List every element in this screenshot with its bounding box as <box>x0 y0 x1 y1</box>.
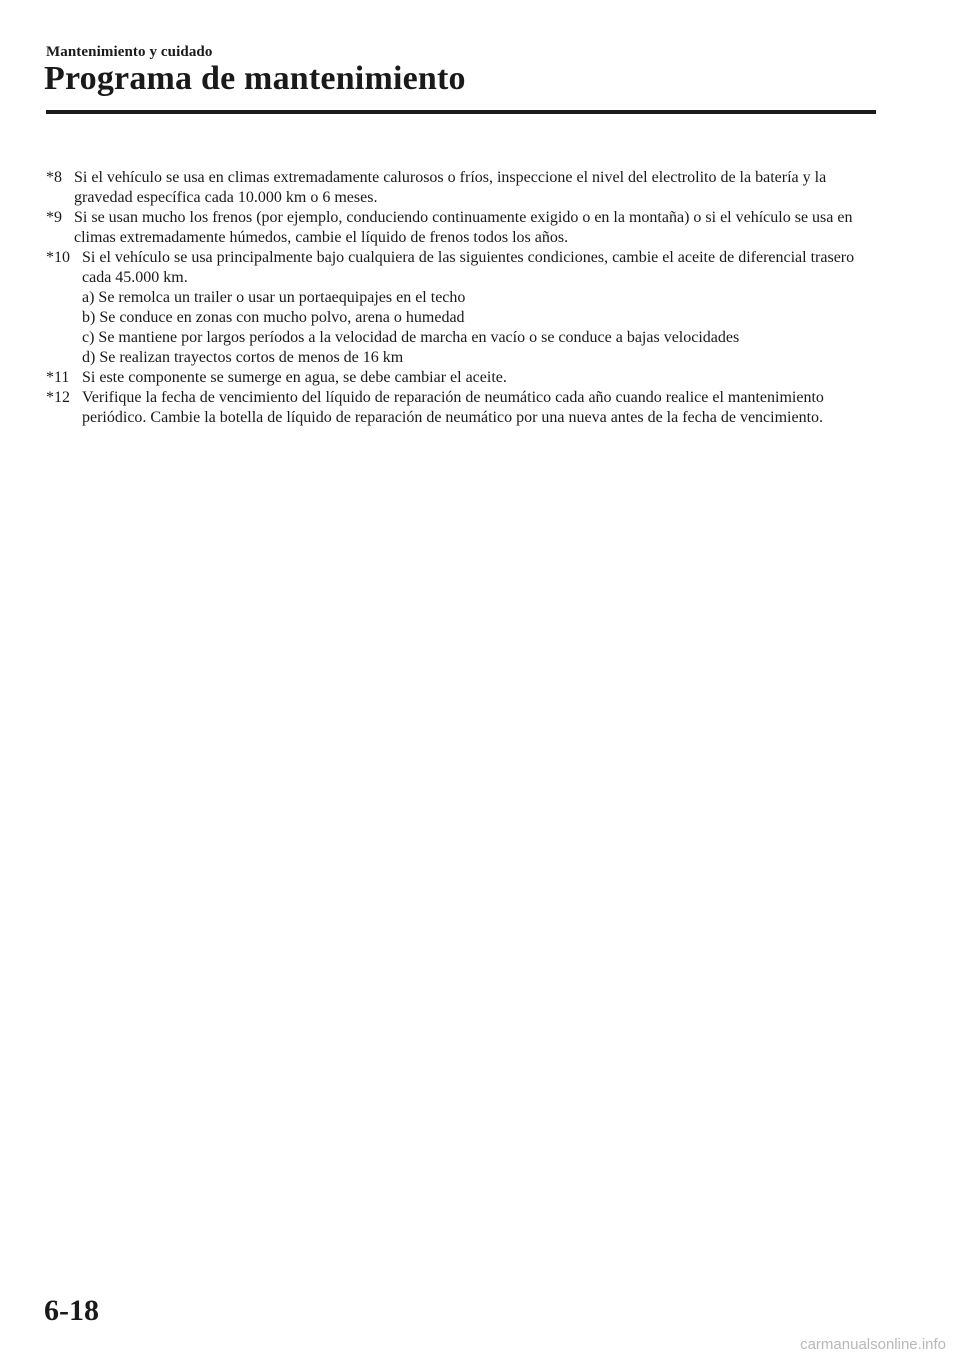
footnote-11 <box>46 368 876 388</box>
condition-item: c) Se mantiene por largos períodos a la velocidad de marcha en vacío o se conduce a bajas velocidades <box>82 329 740 346</box>
footnote-12 <box>46 388 876 428</box>
footnotes <box>46 168 876 428</box>
condition-list <box>46 288 876 368</box>
footnote-text: Si este componente se sumerge en agua, se debe cambiar el aceite. <box>82 369 507 386</box>
page-title: Programa de mantenimiento <box>44 60 466 97</box>
footnote-10 <box>46 248 876 368</box>
footnote-text: Si se usan mucho los frenos (por ejemplo, conduciendo continuamente exigido o en la montaña) o si el vehículo se usa en climas extremadamente húmedos, cambie el líquido de frenos todos los años. <box>74 209 853 246</box>
footnote-number: *9 <box>46 209 62 226</box>
footnote-number: *11 <box>46 369 70 386</box>
page-number: 6-18 <box>44 1294 99 1327</box>
footnote-text: Si el vehículo se usa en climas extremadamente calurosos o fríos, inspeccione el nivel del electrolito de la batería y la gravedad específica cada 10.000 km o 6 meses. <box>74 169 827 206</box>
footnote-text: Verifique la fecha de vencimiento del líquido de reparación de neumático cada año cuando realice el mantenimiento periódico. Cambie la botella de líquido de reparación de neumático por una nueva antes de la fecha de vencimiento. <box>82 389 824 426</box>
footnote-8 <box>46 168 876 208</box>
watermark: carmanualsonline.info <box>800 1336 946 1353</box>
condition-item: d) Se realizan trayectos cortos de menos de 16 km <box>82 349 404 366</box>
footnote-number: *12 <box>46 389 70 406</box>
footnote-text: Si el vehículo se usa principalmente bajo cualquiera de las siguientes condiciones, cambie el aceite de diferencial trasero cada 45.000 km. <box>82 249 855 286</box>
title-rule <box>46 110 876 114</box>
condition-item: a) Se remolca un trailer o usar un portaequipajes en el techo <box>82 289 466 306</box>
footnote-number: *10 <box>46 249 70 266</box>
footnote-9 <box>46 208 876 248</box>
footnote-number: *8 <box>46 169 62 186</box>
condition-item: b) Se conduce en zonas con mucho polvo, arena o humedad <box>82 309 465 326</box>
section-label: Mantenimiento y cuidado <box>46 44 213 60</box>
